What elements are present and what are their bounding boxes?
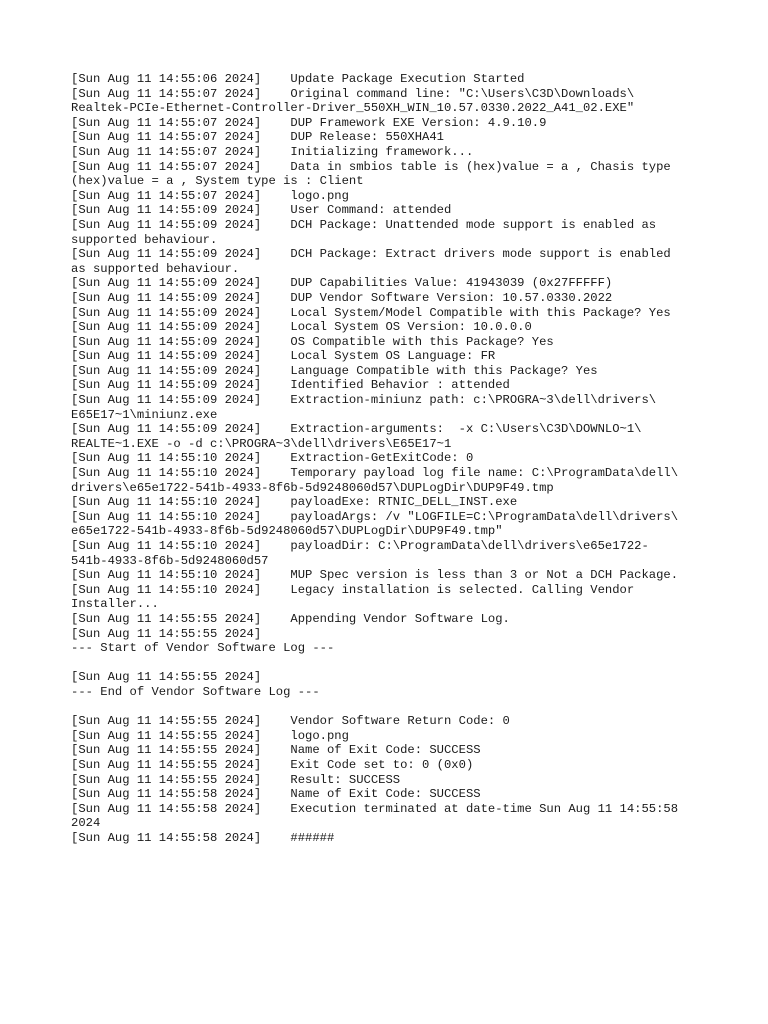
log-line: [Sun Aug 11 14:55:55 2024] Name of Exit Code: SUCCESS — [71, 743, 481, 758]
log-line: Realtek-PCIe-Ethernet-Controller-Driver_550XH_WIN_10.57.0330.2022_A41_02.EXE" — [71, 101, 635, 116]
log-line: [Sun Aug 11 14:55:10 2024] Legacy installation is selected. Calling Vendor — [71, 582, 635, 597]
log-line: [Sun Aug 11 14:55:10 2024] Extraction-GetExitCode: 0 — [71, 451, 474, 466]
log-line: [Sun Aug 11 14:55:55 2024] Vendor Software Return Code: 0 — [71, 714, 510, 729]
log-line: [Sun Aug 11 14:55:55 2024] logo.png — [71, 728, 349, 743]
log-text — [71, 72, 711, 845]
log-line: [Sun Aug 11 14:55:09 2024] Extraction-miniunz path: c:\PROGRA~3\dell\drivers\ — [71, 393, 657, 408]
log-line: [Sun Aug 11 14:55:10 2024] payloadDir: C:\ProgramData\dell\drivers\e65e1722- — [71, 539, 649, 553]
log-line: [Sun Aug 11 14:55:09 2024] DUP Vendor Software Version: 10.57.0330.2022 — [71, 290, 613, 305]
log-line: [Sun Aug 11 14:55:55 2024] — [71, 626, 262, 641]
log-line: [Sun Aug 11 14:55:55 2024] Exit Code set to: 0 (0x0) — [71, 757, 474, 772]
log-line — [71, 656, 711, 671]
log-line: [Sun Aug 11 14:55:55 2024] Appending Vendor Software Log. — [71, 611, 510, 626]
log-line: [Sun Aug 11 14:55:58 2024] Name of Exit Code: SUCCESS — [71, 787, 481, 802]
log-line: [Sun Aug 11 14:55:10 2024] MUP Spec version is less than 3 or Not a DCH Package. — [71, 568, 679, 583]
log-line: [Sun Aug 11 14:55:06 2024] Update Package Execution Started — [71, 72, 525, 86]
log-line: [Sun Aug 11 14:55:09 2024] Local System OS Version: 10.0.0.0 — [71, 320, 532, 335]
log-line: [Sun Aug 11 14:55:07 2024] DUP Release: 550XHA41 — [71, 130, 444, 145]
log-line: (hex)value = a , System type is : Client — [71, 174, 364, 189]
log-line: [Sun Aug 11 14:55:10 2024] Temporary payload log file name: C:\ProgramData\dell\ — [71, 466, 679, 481]
log-line: 541b-4933-8f6b-5d9248060d57 — [71, 553, 269, 568]
log-line: [Sun Aug 11 14:55:55 2024] — [71, 670, 262, 685]
log-line: supported behaviour. — [71, 232, 218, 247]
log-line: [Sun Aug 11 14:55:09 2024] Language Compatible with this Package? Yes — [71, 363, 598, 378]
log-line — [71, 700, 711, 715]
log-line: [Sun Aug 11 14:55:58 2024] Execution terminated at date-time Sun Aug 11 14:55:58 — [71, 801, 679, 816]
log-line: [Sun Aug 11 14:55:07 2024] DUP Framework EXE Version: 4.9.10.9 — [71, 115, 547, 130]
log-line: [Sun Aug 11 14:55:09 2024] DUP Capabilities Value: 41943039 (0x27FFFFF) — [71, 276, 613, 291]
log-line: e65e1722-541b-4933-8f6b-5d9248060d57\DUPLogDir\DUP9F49.tmp" — [71, 524, 503, 539]
log-line: [Sun Aug 11 14:55:07 2024] logo.png — [71, 188, 349, 203]
log-line: [Sun Aug 11 14:55:09 2024] Identified Behavior : attended — [71, 378, 510, 393]
log-line: [Sun Aug 11 14:55:10 2024] payloadExe: RTNIC_DELL_INST.exe — [71, 495, 518, 510]
log-line: [Sun Aug 11 14:55:09 2024] DCH Package: Extract drivers mode support is enabled — [71, 247, 671, 262]
log-line: E65E17~1\miniunz.exe — [71, 407, 218, 422]
log-line: [Sun Aug 11 14:55:58 2024] ###### — [71, 830, 335, 845]
log-line: [Sun Aug 11 14:55:10 2024] payloadArgs: /v "LOGFILE=C:\ProgramData\dell\drivers\ — [71, 509, 679, 524]
log-line: as supported behaviour. — [71, 261, 240, 276]
log-line: [Sun Aug 11 14:55:55 2024] Result: SUCCESS — [71, 772, 401, 787]
log-line: [Sun Aug 11 14:55:09 2024] Local System/Model Compatible with this Package? Yes — [71, 305, 671, 320]
log-line: [Sun Aug 11 14:55:09 2024] Local System OS Language: FR — [71, 349, 496, 364]
log-line: [Sun Aug 11 14:55:09 2024] User Command: attended — [71, 203, 452, 218]
log-line: --- Start of Vendor Software Log --- — [71, 641, 335, 656]
log-line: [Sun Aug 11 14:55:09 2024] Extraction-arguments: -x C:\Users\C3D\DOWNLO~1\ — [71, 422, 642, 437]
log-line: --- End of Vendor Software Log --- — [71, 684, 320, 699]
log-line: 2024 — [71, 816, 101, 831]
log-line: [Sun Aug 11 14:55:09 2024] OS Compatible with this Package? Yes — [71, 334, 554, 349]
log-line: [Sun Aug 11 14:55:07 2024] Original command line: "C:\Users\C3D\Downloads\ — [71, 86, 635, 101]
log-line: Installer... — [71, 597, 159, 612]
log-line: [Sun Aug 11 14:55:09 2024] DCH Package: Unattended mode support is enabled as — [71, 217, 657, 232]
log-line: REALTE~1.EXE -o -d c:\PROGRA~3\dell\drivers\E65E17~1 — [71, 436, 452, 451]
log-line: [Sun Aug 11 14:55:07 2024] Initializing framework... — [71, 144, 474, 159]
log-line: [Sun Aug 11 14:55:07 2024] Data in smbios table is (hex)value = a , Chasis type — [71, 159, 671, 174]
log-line: drivers\e65e1722-541b-4933-8f6b-5d9248060d57\DUPLogDir\DUP9F49.tmp — [71, 480, 554, 495]
